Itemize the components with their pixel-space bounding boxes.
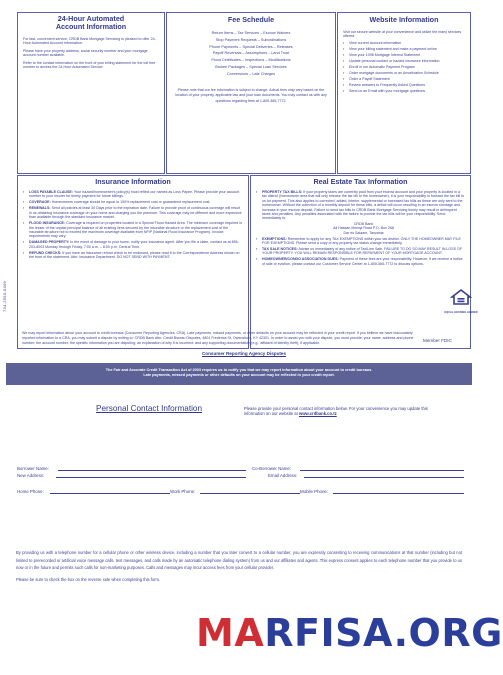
automated-title-line1: 24-Hour Automated: [57, 14, 125, 23]
insurance-item: ▪ DAMAGED PROPERTY: In the event of damage to your home, notify your insurance agent. After you file a claim, contact us at 855-203-8003 Monday through Friday, 7:00 a.m. – 8:00 p.m. Central Time.: [23, 240, 243, 249]
consent-text: [16, 549, 462, 587]
real-estate-item: ▪ EXEMPTIONS: Remember to apply for any TAX EXEMPTIONS within your tax district. ONLY THE HOMEOWNER MAY FILE FOR EXEMPTIONS. Please send a copy of any property tax status change immediately.: [256, 237, 465, 246]
fee-item: Conversions – Late Charges: [226, 71, 276, 76]
website-items-list: [338, 41, 470, 93]
real-estate-items-list: [256, 190, 465, 266]
insurance-item: ▪ FLOOD INSURANCE: Coverage is required on properties located in a Special Flood Hazard Area. The minimum coverage required is the lesser of the unpaid principal balance of all existing liens secured by the insurable structure or the replacement cost of the insurable structure not to exceed the maximum coverage available from NFIP (National Flood Insurance Program). Invoice requirements may vary.: [23, 221, 243, 239]
real-estate-tax-section: [250, 175, 471, 349]
disputes-section: [17, 351, 471, 363]
website-link[interactable]: www.crdbank.co.tz: [298, 411, 337, 417]
fee-item: Broken Packages – Special Loan Services: [215, 64, 287, 69]
work-phone-field[interactable]: [200, 493, 300, 494]
home-phone-field[interactable]: [50, 493, 170, 494]
email-address-label: Email Address:: [268, 473, 298, 478]
website-info-section: [337, 12, 471, 174]
insurance-item: ▪ RENEWALS: Send all policies at least 30 Days prior to the expiration date. Failure to provide proof of continuous coverage will result in us obtaining insurance coverage on your home and charging you the premium. This coverage may be different and more expensive than available through the standard insurance market.: [23, 206, 243, 219]
fee-item: Return Items – Tax Services – Escrow Waivers: [211, 31, 291, 35]
insurance-item: ▪ REFUND CHECKS: If you have an insurance refund check to be endorsed, please read it to the Correspondence Address shown on the front of the statement. Attn: Insurance Department. DO NOT SEND WITH PAYMENT.: [23, 251, 243, 260]
equal-housing-lender-icon: [449, 288, 473, 310]
tax-mailing-address: CRDB Bank Ali Hassan Mwinyi Road P.O. Box 268 Dar es Salaam, Tanzania: [333, 221, 394, 235]
new-address-field[interactable]: [56, 477, 246, 478]
borrower-name-field[interactable]: [58, 470, 246, 471]
disputes-title: Consumer Reporting Agency Disputes: [201, 351, 287, 356]
website-service-item: ▪ Enroll in our Automatic Payment Program: [343, 65, 465, 69]
automated-paragraph-1: For fast, convenient service, CRDB Bank Mortgage Servicing is pleased to offer 24-Hour Automated Account Information.: [23, 37, 156, 46]
equal-housing-caption: EQUAL HOUSING LENDER: [444, 311, 478, 314]
check-box-reminder: Please be sure to check the box on the reverse side when completing this form.: [16, 576, 161, 582]
website-intro: Visit our secure website at your convenience and utilize the many services offered:: [343, 30, 462, 39]
co-borrower-name-field[interactable]: [300, 470, 464, 471]
automated-paragraph-2: Please have your property address, social security number and your mortgage account number available.: [23, 48, 148, 58]
real-estate-item: ▪ PROPERTY TAX BILLS: If your property taxes are currently paid from your escrow account and your property is located in a tax district (homeowner area that will only release the tax bill to the homeowner), it is your responsibility to forward the tax bill to us for payment. This also applies to corrected, added, interim, supplemental or increased tax bills as these are only sent to the homeowner. Without the collection of a monthly deposit for these bills, a deficit will occur resulting in an escrow shortage and increase in your escrow deposit. Failure to send tax bills to CRDB Bank Mortgage Servicing timely may result in delinquent taxes and penalties. Any penalties associated with the failure to provide the tax bills will be your responsibility. Send immediately to: CRDB Bank Ali Hassan Mwinyi Road P.O. Box 268 Dar es Salaam, Tanzania: [256, 190, 465, 235]
document-code: 734-2550-0406: [2, 280, 7, 312]
insurance-item: ▪ LOSS PAYABLE CLAUSE: Your hazard/homeowner's policy(s) must reflect our names as Loss Payee. Please provide your account number to your insurer for timely payment for future billings.: [23, 190, 243, 199]
website-service-item: ▪ Update personal contact or hazard insurance information: [343, 59, 465, 63]
real-estate-title: Real Estate Tax Information: [313, 177, 408, 186]
fee-schedule-title: Fee Schedule: [227, 15, 275, 24]
real-estate-item: ▪ TAX SALE NOTICES: Advise us immediately of any notice of Tax/Lien Sale. FAILURE TO DO SO MAY RESULT IN LOSS OF YOUR PROPERTY. YOU WILL REMAIN RESPONSIBLE FOR REPAYMENT OF YOUR MORTGAGE ACCOUNT.: [256, 247, 465, 256]
email-address-field[interactable]: [304, 477, 464, 478]
home-phone-label: Home Phone:: [17, 489, 44, 494]
website-service-item: ▪ Order mortgage documents or an Amortization Schedule: [343, 71, 465, 75]
automated-info-section: [17, 12, 165, 174]
website-service-item: ▪ Send us an Email with your mortgage questions: [343, 89, 465, 93]
fee-item: Stop Payment Requests – Subordinations: [215, 37, 287, 42]
new-address-label: New Address:: [17, 473, 45, 478]
fee-item: Payoff Reversals – Assumptions – Land Trust: [212, 51, 290, 56]
mobile-phone-field[interactable]: [333, 493, 464, 494]
website-service-item: ▪ View current account information: [343, 41, 465, 45]
real-estate-item: ▪ HOMEOWNER/CONDO ASSOCIATION DUES: Payment of these fees are your responsibility. However, if we receive a notice of sale or eviction, please contact our Customer Service Center at 1-800-365-7772 to discuss options.: [256, 257, 465, 266]
insurance-items-list: [18, 186, 248, 260]
fee-note: Please note that our fee information is subject to change. Actual fees may vary based on the location of your property, applicable law and your loan documents. You may contact us with any questions regarding fees at 1-800-365-7772.: [175, 87, 327, 104]
automated-title-line2: Account Information: [55, 22, 127, 31]
fact-act-line-1: The Fair and Accurate Credit Transaction Act of 2003 requires us to notify you that we may report information about your account to credit bureaus.: [105, 368, 373, 372]
personal-contact-title: Personal Contact Information: [96, 404, 203, 413]
automated-paragraph-3: Refer to the contact information on the front of your billing statement for the toll free number to access the 24-Hour Automated Service.: [23, 60, 156, 70]
co-borrower-name-label: Co-Borrower Name:: [252, 466, 292, 471]
website-service-item: ▪ View your 1098 Mortgage Interest Statement: [343, 53, 465, 57]
work-phone-label: Work Phone:: [170, 489, 196, 494]
fee-items-list: [167, 30, 335, 78]
borrower-name-label: Borrower Name:: [17, 466, 49, 471]
website-service-item: ▪ Review answers to Frequently Asked Questions: [343, 83, 465, 87]
consent-paragraph: By providing us with a telephone number for a cellular phone or other wireless device, including a number that you later convert to a cellular number, you are expressly consenting to receiving communications at that number (including but not limited to prerecorded or artificial voice message calls, text messages, and calls made by an automatic telephone dialing system) from us and our affiliates and agents. This express consent applies to each telephone number that you provide to us now or in the future and permits such calls for non-marketing purposes. Calls and messages may incur access fees from your cellular provider.: [16, 550, 462, 571]
fee-item: Phone Payments – Special Deliveries – Releases: [209, 44, 293, 49]
disputes-body: We may report information about your account to credit bureaus (Consumer Reporting Agencies, CRA). Late payments, missed payments, or other defaults on your account may be reflected in your credit report. If you believe we have inaccurately reported information to a CRA, you may submit a dispute by writing to: CRDB Bank Attn: Credit Bureau Disputes, 4801 Frederica St, Owensboro, KY 42301. In order to assist you with your dispute, you must provide: your name, address and phone number; the account number; the specific information you are disputing; an explanation of why it is incorrect; and any supporting documentation (e.g., affidavit of identity theft), if applicable.: [22, 331, 414, 345]
marfisa-logo: MARFISA.ORG: [196, 611, 503, 655]
fee-item: Flood Certificates – Inspections – Modifications: [211, 58, 291, 63]
website-service-item: ▪ View your billing statement and make a payment online: [343, 47, 465, 51]
insurance-section: [17, 175, 249, 349]
fee-schedule-section: [166, 12, 336, 174]
website-title: Website Information: [369, 15, 439, 24]
website-service-item: ▪ Order a Payoff Statement: [343, 77, 465, 81]
insurance-title: Insurance Information: [95, 177, 171, 186]
personal-contact-note: Please provide your personal contact information below. For your convenience you may update this information on our website at www.crdbank.co.tz: [244, 406, 428, 417]
fact-act-line-2: Late payments, missed payments or other defaults on your account may be reflected in your credit report.: [143, 373, 335, 378]
mobile-phone-label: Mobile Phone:: [300, 489, 329, 494]
member-fdic: Member FDIC: [423, 338, 452, 343]
insurance-item: ▪ COVERAGE: Homeowners coverage should be equal to 100% replacement cost or guaranteed replacement cost.: [23, 200, 243, 204]
fact-act-notice: [6, 363, 472, 385]
